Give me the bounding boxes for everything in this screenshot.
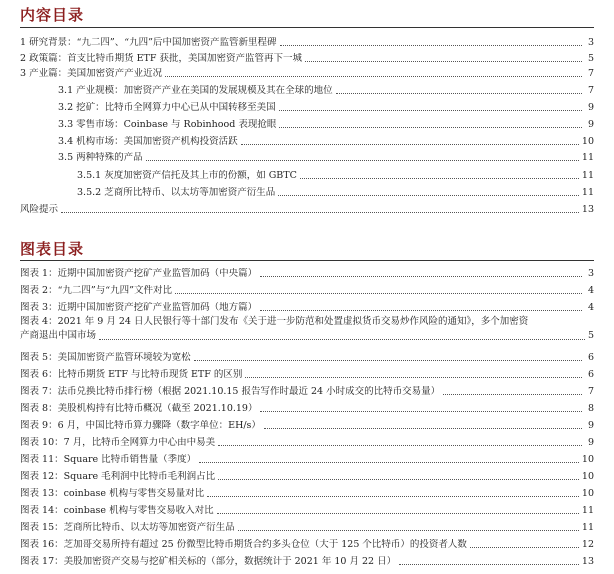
toc-entry-page: 13: [581, 204, 594, 215]
toc-entry-text: 3.5.1 灰度加密资产信托及其上市的份额，如 GBTC: [77, 170, 297, 181]
lof-entry-15[interactable]: [20, 520, 594, 534]
lof-entry-page: 10: [581, 471, 594, 482]
lof-entry-8[interactable]: [20, 401, 594, 415]
lof-entry-page: 5: [587, 330, 594, 341]
dot-leader: [300, 178, 579, 179]
toc-entry-3[interactable]: [20, 66, 594, 80]
lof-entry-page: 6: [587, 352, 594, 363]
lof-entry-7[interactable]: [20, 384, 594, 398]
dot-leader: [470, 547, 579, 548]
toc-entry-page: 7: [587, 68, 594, 79]
lof-entry-continuation: [20, 329, 594, 343]
lof-entry-page: 10: [581, 488, 594, 499]
lof-entry-text: 图表 13：coinbase 机构与零售交易量对比: [20, 488, 205, 499]
dot-leader: [264, 428, 582, 429]
dot-leader: [207, 496, 579, 497]
lof-entry-page: 9: [587, 437, 594, 448]
lof-entry-text: 产商退出中国市场: [20, 330, 97, 341]
toc-entry-text: 3.5 两种特殊的产品: [58, 152, 143, 163]
dot-leader: [280, 45, 583, 46]
toc-entry-page: 11: [581, 152, 594, 163]
lof-entry-text: 图表 6：比特币期货 ETF 与比特币现货 ETF 的区别: [20, 369, 243, 380]
lof-entry-page: 13: [581, 556, 594, 567]
dot-leader: [217, 513, 579, 514]
lof-entry-text: 图表 2：“九二四”与“九四”文件对比: [20, 285, 172, 296]
toc-entry-3-5[interactable]: [58, 150, 594, 164]
lof-entry-10[interactable]: [20, 435, 594, 449]
lof-entry-page: 8: [587, 403, 594, 414]
toc-entry-text: 3.4 机构市场：美国加密资产机构投资活跃: [58, 136, 238, 147]
toc-title: 内容目录: [20, 6, 85, 24]
dot-leader: [260, 276, 582, 277]
lof-entry-1[interactable]: [20, 266, 594, 280]
dot-leader: [260, 310, 582, 311]
lof-entry-text: 图表 12：Square 毛利润中比特币毛利润占比: [20, 471, 216, 482]
toc-entry-text: 3.2 挖矿：比特币全网算力中心已从中国转移至美国: [58, 102, 276, 113]
toc-entry-text: 3.1 产业规模：加密资产产业在美国的发展规模及其在全球的地位: [58, 85, 333, 96]
toc-entry-text: 3.5.2 芝商所比特币、以太坊等加密资产衍生品: [77, 187, 276, 198]
toc-entry-page: 11: [581, 187, 594, 198]
toc-entry-3-2[interactable]: [58, 100, 594, 114]
lof-entry-text: 图表 9：6 月，中国比特币算力骤降（数字单位：EH/s）: [20, 420, 261, 431]
toc-entry-risk[interactable]: [20, 202, 594, 216]
dot-leader: [218, 445, 582, 446]
toc-entry-page: 9: [587, 102, 594, 113]
lof-entry-6[interactable]: [20, 367, 594, 381]
dot-leader: [175, 293, 582, 294]
lof-entry-page: 3: [587, 268, 594, 279]
toc-entry-text: 2 政策篇：首支比特币期货 ETF 获批，美国加密资产监管再下一城: [20, 53, 302, 64]
toc-entry-page: 5: [587, 53, 594, 64]
lof-entry-page: 10: [581, 454, 594, 465]
lof-entry-16[interactable]: [20, 537, 594, 551]
dot-leader: [336, 93, 582, 94]
toc-entry-page: 10: [581, 136, 594, 147]
lof-entry-page: 4: [587, 285, 594, 296]
lof-entry-page: 6: [587, 369, 594, 380]
toc-entry-page: 7: [587, 85, 594, 96]
toc-entry-3-5-2[interactable]: [77, 185, 594, 199]
lof-entry-12[interactable]: [20, 469, 594, 483]
lof-entry-3[interactable]: [20, 300, 594, 314]
lof-entry-text: 图表 5：美国加密资产监管环境较为宽松: [20, 352, 191, 363]
toc-entry-text: 风险提示: [20, 204, 59, 215]
lof-entry-page: 9: [587, 420, 594, 431]
lof-entry-5[interactable]: [20, 350, 594, 364]
lof-entry-text: 图表 14：coinbase 机构与零售交易收入对比: [20, 505, 214, 516]
lof-entry-text: 图表 8：美股机构持有比特币概况（截至 2021.10.19）: [20, 403, 258, 414]
dot-leader: [245, 377, 582, 378]
dot-leader: [305, 61, 582, 62]
dot-leader: [278, 195, 579, 196]
toc-entry-text: 1 研究背景：“九二四”、“九四”后中国加密资产监管新里程碑: [20, 37, 277, 48]
lof-entry-13[interactable]: [20, 486, 594, 500]
dot-leader: [260, 411, 582, 412]
toc-title-rule: [20, 27, 594, 28]
lof-entry-4[interactable]: [20, 314, 594, 343]
lof-entry-text: 图表 17：美股加密资产交易与挖矿相关标的（部分，数据统计于 2021 年 10 月 22 日）: [20, 556, 397, 567]
dot-leader: [279, 110, 582, 111]
dot-leader: [165, 76, 582, 77]
dot-leader: [194, 360, 582, 361]
toc-entry-text: 3 产业篇：美国加密资产产业近况: [20, 68, 163, 79]
lof-entry-text: 图表 10：7 月，比特币全网算力中心由中易美: [20, 437, 216, 448]
toc-entry-3-5-1[interactable]: [77, 168, 594, 182]
toc-entry-3-4[interactable]: [58, 134, 594, 148]
lof-entry-text: 图表 11：Square 比特币销售量（季度）: [20, 454, 197, 465]
dot-leader: [99, 339, 585, 340]
lof-entry-11[interactable]: [20, 452, 594, 466]
dot-leader: [146, 160, 579, 161]
dot-leader: [218, 479, 579, 480]
dot-leader: [241, 144, 579, 145]
lof-entry-page: 12: [581, 539, 594, 550]
toc-entry-3-1[interactable]: [58, 83, 594, 97]
lof-entry-text: 图表 16：芝加哥交易所持有超过 25 份微型比特币期货合约多头仓位（大于 125 个比特币）的投资者人数: [20, 539, 467, 550]
toc-entry-page: 9: [587, 119, 594, 130]
lof-entry-14[interactable]: [20, 503, 594, 517]
lof-entry-text: 图表 15：芝商所比特币、以太坊等加密资产衍生品: [20, 522, 235, 533]
dot-leader: [279, 127, 582, 128]
lof-entry-17[interactable]: [20, 554, 594, 568]
lof-entry-9[interactable]: [20, 418, 594, 432]
lof-entry-page: 7: [587, 386, 594, 397]
dot-leader: [238, 530, 579, 531]
toc-entry-page: 11: [581, 170, 594, 181]
lof-entry-text: 图表 4：2021 年 9 月 24 日人民银行等十部门发布《关于进一步防范和处置虚拟货币交易炒作风险的通知》，多个加密资: [20, 316, 529, 327]
toc-entry-3-3[interactable]: [58, 117, 594, 131]
toc-entry-2[interactable]: [20, 51, 594, 65]
lof-entry-text: 图表 7：法币兑换比特币排行榜（根据 2021.10.15 报告写作时最近 24 小时成交的比特币交易量）: [20, 386, 441, 397]
lof-entry-page: 4: [587, 302, 594, 313]
toc-entry-page: 3: [587, 37, 594, 48]
lof-entry-text: 图表 1：近期中国加密资产挖矿产业监管加码（中央篇）: [20, 268, 258, 279]
lof-entry-2[interactable]: [20, 283, 594, 297]
lof-entry-text: 图表 3：近期中国加密资产挖矿产业监管加码（地方篇）: [20, 302, 258, 313]
dot-leader: [399, 564, 579, 565]
dot-leader: [61, 212, 579, 213]
lof-entry-page: 11: [581, 522, 594, 533]
toc-entry-1[interactable]: [20, 35, 594, 49]
toc-entry-text: 3.3 零售市场：Coinbase 与 Robinhood 表现抢眼: [58, 119, 277, 130]
dot-leader: [199, 462, 579, 463]
lof-entry-page: 11: [581, 505, 594, 516]
lof-title: 图表目录: [20, 240, 85, 258]
dot-leader: [443, 394, 582, 395]
lof-title-rule: [20, 260, 594, 261]
